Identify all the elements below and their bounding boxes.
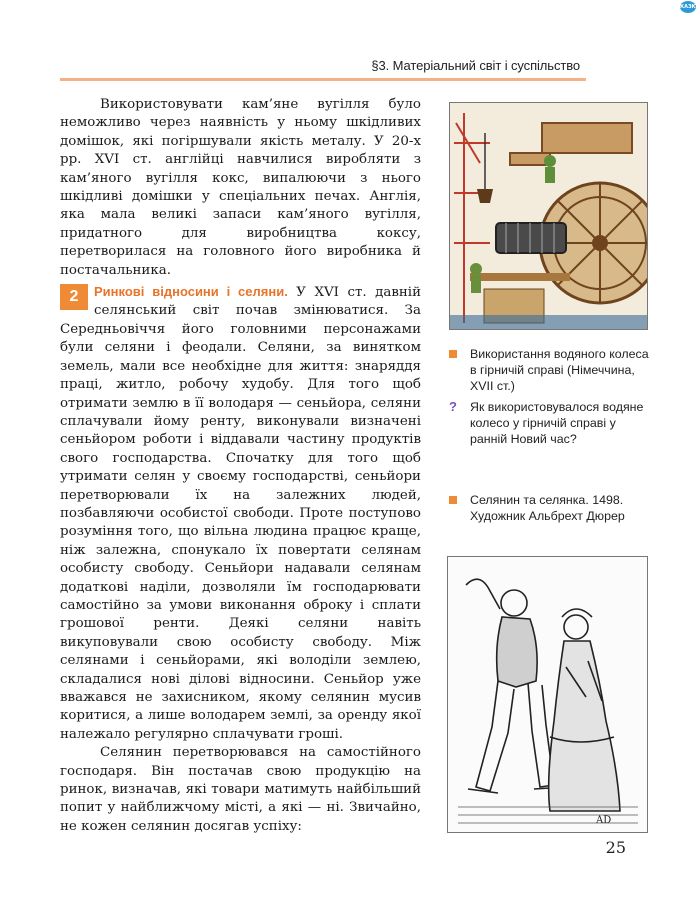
page-number: 25 <box>605 838 626 857</box>
caption-text: Селянин та селянка. 1498. Художник Альбрехт Дюрер <box>470 493 625 523</box>
water-wheel-illustration <box>449 102 648 330</box>
question-text: Як використовувалося водяне колесо у гірничій справі у ранній Новий час? <box>470 400 644 446</box>
paragraph-coal: Використовувати кам’яне вугілля було неможливо через наявність у ньому шкідливих домішок, які погіршували якість металу. У 20-х рр. XVI ст. англійці навчилися виробляти з кам’яного вугілля кокс, випалюючи з нього шкідливі домішки у спеціальних печах. Англія, яка мала великі запаси кам’яного вугілля, придатного для виробництва коксу, перетворилася на головного його виробника й постачальника. <box>60 97 421 278</box>
caption-durer <box>449 492 649 524</box>
header-divider <box>60 78 586 81</box>
main-text-column <box>60 96 421 836</box>
paragraph-market <box>60 284 421 744</box>
caption-water-wheel <box>449 346 649 394</box>
caption-bullet <box>449 350 457 358</box>
peasant-couple-engraving <box>447 556 648 833</box>
caption-text: Використання водяного колеса в гірничій справі (Німеччина, XVII ст.) <box>470 347 649 393</box>
running-header: §3. Матеріальний світ і суспільство <box>371 58 580 73</box>
section-title: Ринкові відносини і селяни. <box>94 284 288 300</box>
caption-bullet <box>449 496 457 504</box>
svg-text:ΑD: ΑD <box>596 815 612 826</box>
publisher-logo: КАЗКА <box>680 1 696 13</box>
paragraph-peasant: Селянин перетворювався на самостійного господаря. Він постачав свою продукцію на ринок, визначав, які товари матимуть найбільший попит у найближчому місті, а які — ні. Звичайно, не кожен селянин досягав успіху: <box>60 745 421 834</box>
peasant-couple-drawing <box>448 557 647 832</box>
section-number-badge: 2 <box>60 284 88 310</box>
question-block <box>449 399 649 447</box>
section-body-text: У XVI ст. давній селянський світ почав змінюватися. За Середньовіччя його головними персонажами були селяни і феодали. Селяни, за винятком земель, мали все необхідне для життя: знаряддя праці, житло, робочу худобу. Для того щоб отримати землю в її володаря — сеньйора, селяни сплачували йому ренту, виконували визначені сеньйором роботи і віддавали частину продуктів свого господарства. Спочатку для того щоб утримати селян у своєму господарстві, сеньйори перетворювали їх на залежних людей, позбавляючи особистої свободи. Проте поступово розуміння того, що вільна людина працює краще, ніж залежна, спонукало їх повертати селянам особисту свободу. Сеньйори надавали селянам додаткові наділи, дозволяли їм господарювати самостійно за умови виконання оброку і сплати грошової ренти. Деякі селяни навіть викуповували свою особисту свободу. Між селянами і сеньйорами, які володіли землею, складалися нові ділові відносини. Сеньйор уже вважався не захисником, якому селянин мусив коритися, а лише володарем землі, за оренду якої належало регулярно сплачувати гроші. <box>60 285 421 742</box>
water-wheel-drawing <box>450 103 647 329</box>
question-mark-icon: ? <box>449 399 457 414</box>
